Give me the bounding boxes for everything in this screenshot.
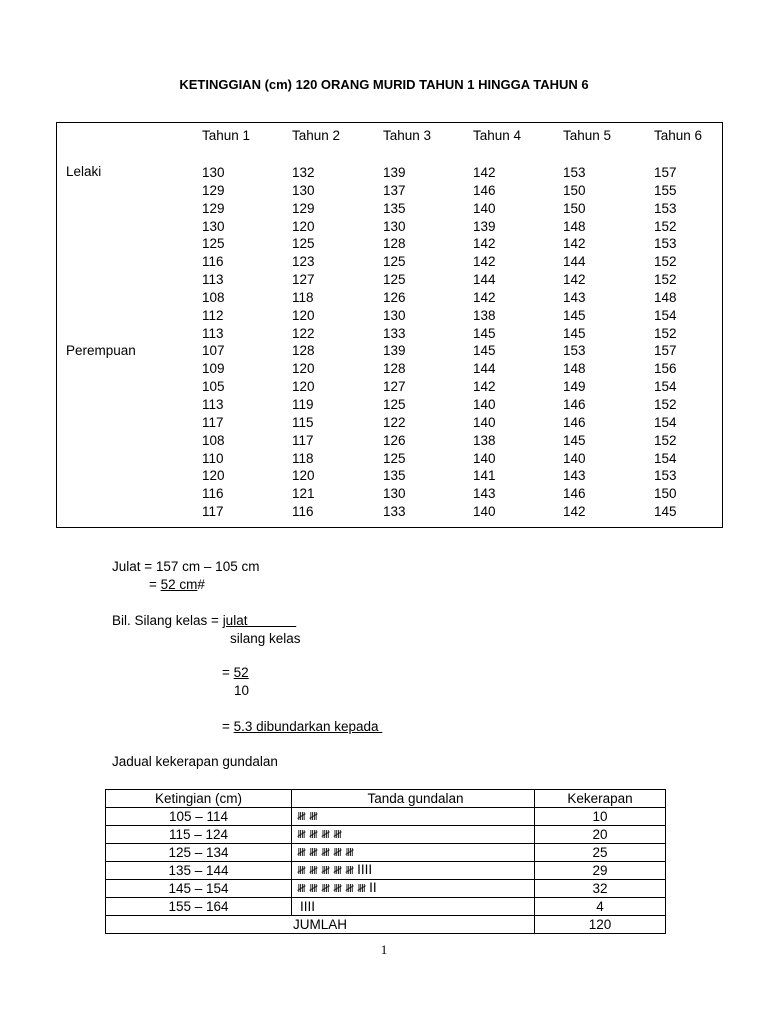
height-value: 120 <box>292 379 315 395</box>
height-value: 152 <box>654 272 677 288</box>
height-value: 143 <box>473 486 496 502</box>
column-tahun-5 <box>563 164 586 521</box>
height-value: 154 <box>654 450 677 466</box>
column-tahun-3 <box>383 164 406 521</box>
range-cell: 155 – 164 <box>106 898 292 916</box>
height-value: 142 <box>473 379 496 395</box>
julat-result-line: = 52 cm# <box>149 577 205 592</box>
height-value: 126 <box>383 432 406 448</box>
height-value: 140 <box>473 450 496 466</box>
table-row <box>106 844 666 862</box>
height-value: 144 <box>473 361 496 377</box>
height-value: 126 <box>383 289 406 305</box>
height-value: 129 <box>202 200 225 216</box>
height-value: 146 <box>473 182 496 198</box>
height-value: 148 <box>563 218 586 234</box>
height-value: 142 <box>473 236 496 252</box>
height-value: 107 <box>202 343 225 359</box>
header-tahun-5: Tahun 5 <box>563 128 612 143</box>
header-tahun-6: Tahun 6 <box>654 128 703 143</box>
height-value: 121 <box>292 486 315 502</box>
tally-marks: 𝍸 𝍸 <box>297 811 319 823</box>
height-value: 152 <box>654 218 677 234</box>
height-value: 150 <box>563 182 586 198</box>
height-value: 120 <box>292 307 315 323</box>
height-value: 138 <box>473 432 496 448</box>
height-value: 148 <box>654 289 677 305</box>
tally-cell <box>292 880 535 898</box>
frequency-cell: 29 <box>535 862 666 880</box>
height-value: 140 <box>473 414 496 430</box>
header-kekerapan: Kekerapan <box>535 790 666 808</box>
height-value: 113 <box>202 272 224 288</box>
julat-result: 52 cm <box>160 577 198 592</box>
height-value: 140 <box>473 396 496 412</box>
range-cell: 135 – 144 <box>106 862 292 880</box>
height-value: 115 <box>292 414 314 430</box>
height-value: 153 <box>563 343 586 359</box>
tally-marks: 𝍸 𝍸 𝍸 𝍸 𝍸 <box>297 847 355 859</box>
group-label-lelaki: Lelaki <box>66 164 102 179</box>
height-value: 145 <box>563 307 586 323</box>
height-value: 130 <box>292 182 315 198</box>
height-value: 155 <box>654 182 677 198</box>
header-tahun-2: Tahun 2 <box>292 128 341 143</box>
height-value: 117 <box>202 414 224 430</box>
height-value: 156 <box>654 361 677 377</box>
height-value: 142 <box>563 504 586 520</box>
header-tahun-1: Tahun 1 <box>202 128 251 143</box>
tally-marks: 𝍸 𝍸 𝍸 𝍸 𝍸 𝍸 <box>297 883 367 895</box>
height-value: 153 <box>654 200 677 216</box>
height-value: 153 <box>654 468 677 484</box>
height-value: 120 <box>202 468 225 484</box>
height-value: 140 <box>473 200 496 216</box>
table-row <box>106 898 666 916</box>
height-value: 144 <box>563 254 586 270</box>
height-value: 125 <box>292 236 315 252</box>
header-tanda-gundalan: Tanda gundalan <box>292 790 535 808</box>
height-value: 145 <box>473 343 496 359</box>
height-value: 118 <box>292 289 314 305</box>
height-value: 128 <box>383 236 406 252</box>
height-value: 157 <box>654 343 677 359</box>
silang-denominator: silang kelas <box>230 631 301 646</box>
height-value: 120 <box>292 361 315 377</box>
height-value: 132 <box>292 165 315 180</box>
height-value: 142 <box>473 165 496 180</box>
frequency-cell: 32 <box>535 880 666 898</box>
height-value: 108 <box>202 289 225 305</box>
height-value: 149 <box>563 379 586 395</box>
height-value: 139 <box>473 218 496 234</box>
height-value: 135 <box>383 200 406 216</box>
total-label: JUMLAH <box>106 916 535 934</box>
height-value: 145 <box>563 325 586 341</box>
tally-marks: 𝍸 𝍸 𝍸 𝍸 𝍸 <box>297 865 355 877</box>
height-value: 152 <box>654 254 677 270</box>
height-value: 127 <box>383 379 406 395</box>
tally-extra: IIII <box>357 862 373 877</box>
height-value: 138 <box>473 307 496 323</box>
tally-extra: II <box>369 880 377 895</box>
height-value: 143 <box>563 468 586 484</box>
height-value: 123 <box>292 254 315 270</box>
range-cell: 105 – 114 <box>106 808 292 826</box>
column-tahun-6 <box>654 164 677 521</box>
header-tahun-4: Tahun 4 <box>473 128 522 143</box>
height-value: 152 <box>654 396 677 412</box>
height-value: 145 <box>563 432 586 448</box>
frequency-cell: 20 <box>535 826 666 844</box>
height-value: 144 <box>473 272 496 288</box>
height-value: 130 <box>202 218 225 234</box>
frequency-cell: 10 <box>535 808 666 826</box>
height-value: 142 <box>563 236 586 252</box>
height-value: 148 <box>563 361 586 377</box>
height-value: 141 <box>473 468 496 484</box>
range-cell: 125 – 134 <box>106 844 292 862</box>
height-value: 125 <box>383 254 406 270</box>
height-value: 140 <box>563 450 586 466</box>
height-value: 154 <box>654 307 677 323</box>
height-value: 154 <box>654 379 677 395</box>
height-value: 125 <box>202 236 225 252</box>
height-value: 142 <box>473 289 496 305</box>
height-value: 146 <box>563 396 586 412</box>
height-value: 120 <box>292 468 315 484</box>
result-text: 5.3 dibundarkan kepada <box>233 719 383 734</box>
range-cell: 145 – 154 <box>106 880 292 898</box>
silang-numerator: julat <box>222 613 297 628</box>
height-value: 118 <box>292 450 314 466</box>
height-value: 119 <box>292 396 314 412</box>
height-value: 110 <box>202 450 224 466</box>
height-value: 135 <box>383 468 406 484</box>
height-value: 140 <box>473 504 496 520</box>
table-row <box>106 862 666 880</box>
table-row <box>106 808 666 826</box>
height-value: 152 <box>654 325 677 341</box>
height-value: 116 <box>292 504 314 520</box>
height-value: 142 <box>473 254 496 270</box>
height-value: 120 <box>292 218 315 234</box>
total-row <box>106 916 666 934</box>
tally-cell <box>292 808 535 826</box>
height-value: 146 <box>563 486 586 502</box>
page-title: KETINGGIAN (cm) 120 ORANG MURID TAHUN 1 HINGGA TAHUN 6 <box>179 77 589 92</box>
height-value: 128 <box>383 361 406 377</box>
header-ketinggian: Ketingian (cm) <box>106 790 292 808</box>
tally-cell <box>292 898 535 916</box>
height-value: 145 <box>473 325 496 341</box>
julat-line: Julat = 157 cm – 105 cm <box>112 559 260 574</box>
height-value: 127 <box>292 272 315 288</box>
tally-extra: IIII <box>300 898 316 914</box>
height-value: 105 <box>202 379 225 395</box>
height-value: 117 <box>292 432 314 448</box>
group-label-perempuan: Perempuan <box>66 342 136 358</box>
frequency-cell: 25 <box>535 844 666 862</box>
page-number: 1 <box>380 942 388 957</box>
height-value: 122 <box>292 325 315 341</box>
table-row <box>106 826 666 844</box>
freq-table-title: Jadual kekerapan gundalan <box>112 754 278 769</box>
frequency-table <box>105 789 666 934</box>
height-value: 122 <box>383 414 406 430</box>
height-value: 157 <box>654 165 677 180</box>
column-tahun-1 <box>202 164 225 521</box>
height-value: 150 <box>654 486 677 502</box>
table-row <box>106 880 666 898</box>
tally-cell <box>292 862 535 880</box>
header-tahun-3: Tahun 3 <box>383 128 432 143</box>
height-value: 152 <box>654 432 677 448</box>
height-value: 113 <box>202 396 224 412</box>
height-value: 113 <box>202 325 224 341</box>
height-value: 143 <box>563 289 586 305</box>
fraction-line: = 52 <box>222 665 249 680</box>
height-value: 130 <box>202 165 225 180</box>
height-value: 108 <box>202 432 225 448</box>
height-value: 139 <box>383 165 406 180</box>
frequency-cell: 4 <box>535 898 666 916</box>
height-value: 153 <box>654 236 677 252</box>
height-value: 139 <box>383 343 406 359</box>
height-value: 150 <box>563 200 586 216</box>
height-value: 154 <box>654 414 677 430</box>
fraction-denominator: 10 <box>234 683 250 698</box>
range-cell: 115 – 124 <box>106 826 292 844</box>
silang-line: Bil. Silang kelas = julat <box>112 613 297 628</box>
height-value: 128 <box>292 343 315 359</box>
height-value: 117 <box>202 504 224 520</box>
tally-marks: 𝍸 𝍸 𝍸 𝍸 <box>297 829 343 841</box>
height-value: 130 <box>383 486 406 502</box>
height-value: 153 <box>563 165 586 180</box>
fraction-numerator: 52 <box>233 665 249 680</box>
height-value: 130 <box>383 307 406 323</box>
height-value: 125 <box>383 450 406 466</box>
height-value: 137 <box>383 182 406 198</box>
column-tahun-2 <box>292 164 315 521</box>
height-value: 145 <box>654 504 677 520</box>
height-value: 129 <box>292 200 315 216</box>
height-value: 133 <box>383 504 406 520</box>
result-line: = 5.3 dibundarkan kepada <box>222 719 383 734</box>
height-value: 133 <box>383 325 406 341</box>
height-value: 142 <box>563 272 586 288</box>
height-value: 116 <box>202 254 224 270</box>
height-value: 112 <box>202 307 224 323</box>
height-value: 125 <box>383 272 406 288</box>
height-value: 146 <box>563 414 586 430</box>
column-tahun-4 <box>473 164 496 521</box>
table-header-row <box>106 790 666 808</box>
height-value: 116 <box>202 486 224 502</box>
height-value: 130 <box>383 218 406 234</box>
height-value: 125 <box>383 396 406 412</box>
total-value: 120 <box>535 916 666 934</box>
height-value: 109 <box>202 361 225 377</box>
tally-cell <box>292 844 535 862</box>
tally-cell <box>292 826 535 844</box>
height-value: 129 <box>202 182 225 198</box>
